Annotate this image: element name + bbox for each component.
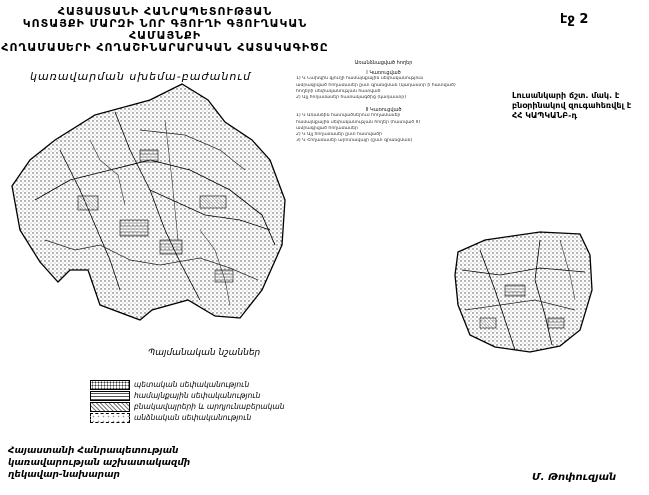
legend-swatch: [90, 380, 130, 390]
page-number: էջ 2: [560, 12, 589, 27]
map-subtitle: կառավարման սխեմա-բաժանում: [30, 70, 252, 83]
footer-line: Հայաստանի Հանրապետության: [8, 446, 179, 456]
approval-line: ՀՀ ԿԱՊԿԱՆԲ-դ: [512, 111, 578, 120]
legend-title: Պայմանական նշաններ: [148, 348, 261, 358]
legend-item: [90, 391, 320, 401]
legend-item: [90, 402, 320, 412]
title-line: ՀԱՅԱՍՏԱՆԻ ՀԱՆՐԱՊԵՏՈՒԹՅԱՆ: [57, 5, 273, 18]
notes-line: 1) Կ Նախկին գյուղի համայնքային սեփականություն: [296, 76, 424, 82]
footer-line: կառավարության աշխատակազմի: [8, 458, 191, 468]
legend-swatch: [90, 402, 130, 412]
signatory-name: Մ. Թոփուզյան: [532, 472, 617, 483]
legend-item: [90, 413, 320, 423]
footer-signatory-title: [8, 445, 190, 481]
notes-line: ամրագրված հողամասեր ըստ գրանցման (կադաստր ի հատված): [296, 82, 456, 88]
approval-line: բնօրինակով զուգահեռվել է: [512, 101, 632, 110]
notes-line: 2) Կ Այլ հողամասեր ըստ հատվածի: [296, 132, 383, 138]
notes-heading: Առանձնացված հողեր: [354, 60, 413, 66]
secondary-territory-parcel: [455, 232, 592, 352]
main-territory-parcel: [12, 84, 285, 320]
notes-line: 2) Այլ հողամասեր հատակագծից (կադաստր): [296, 95, 407, 101]
title-line: ԿՈՏԱՅՔԻ ՄԱՐԶԻ ՆՈՐ ԳՅՈՒՂԻ ԳՅՈՒՂԱԿԱՆ ՀԱՄԱՅՆՔԻ: [22, 17, 308, 42]
title-line: ՀՈՂԱՄԱՍԵՐԻ ՀՈՂԱՇԻՆԱՐԱՐԱԿԱՆ ՀԱՏԱԿԱԳԻԾԸ: [1, 41, 329, 54]
approval-line: Լուսանկարի ճշտ. մակ. է: [512, 91, 620, 100]
notes-section-b: II Կառուցված: [365, 107, 402, 114]
notes-line: 3) Կ Հողամասեր արոտավայր (ըստ գրանցման): [296, 138, 413, 144]
legend-label: բնակավայրերի և արդյունաբերական: [134, 402, 285, 411]
notes-line: ամրագրված հողամասեր: [296, 125, 358, 131]
notes-line: 1) Կ Առանձին հատվածներում հողամասեր: [296, 113, 401, 119]
legend-label: անձնական սեփականություն: [134, 413, 252, 422]
notes-section-a: I Կառուցված: [366, 70, 401, 77]
legend-item: [90, 380, 320, 390]
legend-swatch: [90, 413, 130, 423]
footer-line: ղեկավար-նախարար: [8, 470, 120, 480]
legend-label: համայնքային սեփականություն: [134, 391, 261, 400]
notes-line: համայնքային սեփականության հողեր (հատված II): [296, 119, 421, 125]
legend-label: պետական սեփականություն: [134, 380, 250, 389]
notes-line: հողերի սեփականության հատված: [296, 88, 381, 94]
legend-swatch: [90, 391, 130, 401]
